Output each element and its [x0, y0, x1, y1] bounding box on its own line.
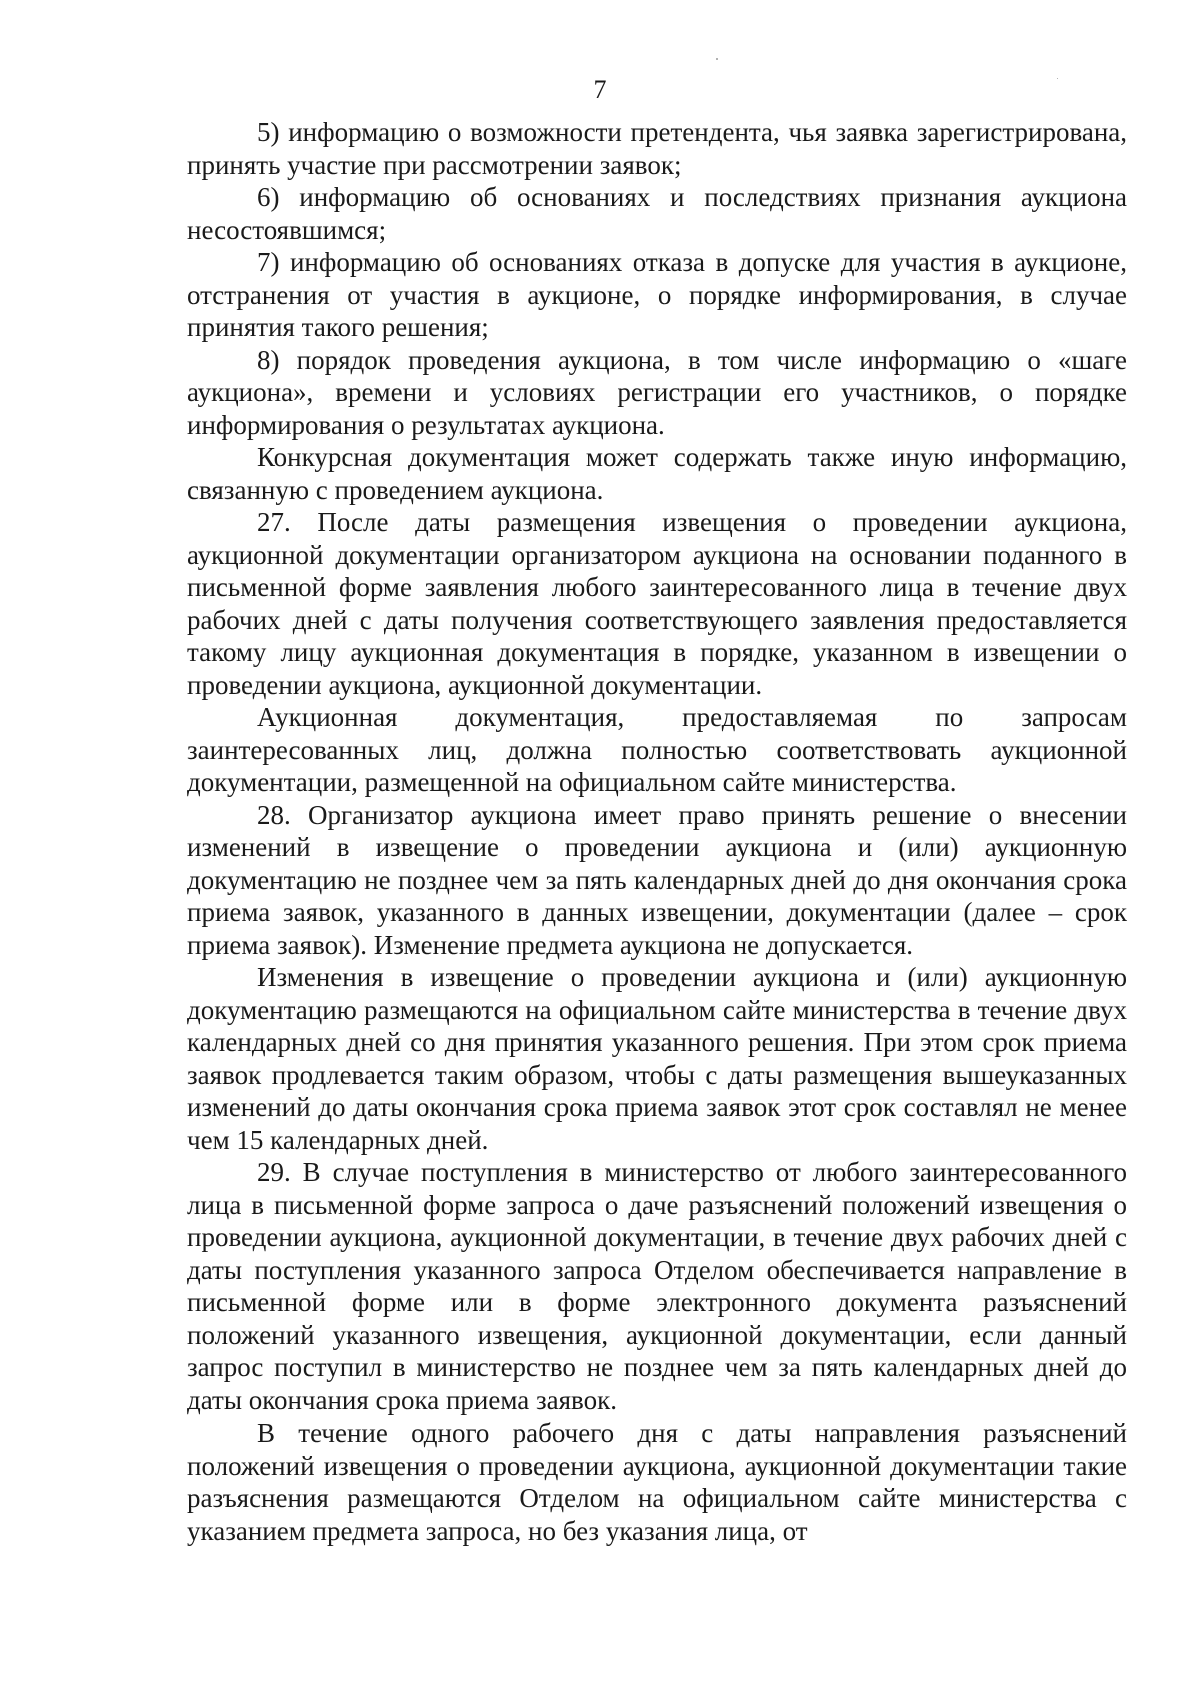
list-item-6: 6) информацию об основаниях и последствиях признания аукциона несостоявшимся;	[187, 182, 1127, 245]
list-item-5: 5) информацию о возможности претендента, чья заявка зарегистрирована, принять участие при рассмотрении заявок;	[187, 117, 1127, 180]
paragraph-clarifications-publication: В течение одного рабочего дня с даты направления разъяснений положений извещения о проведении аукциона, аукционной документации такие разъяснения размещаются Отделом на официальном сайте министерства с указанием предмета запроса, но без указания лица, от	[187, 1418, 1127, 1546]
clause-28: 28. Организатор аукциона имеет право принять решение о внесении изменений в извещение о проведении аукциона и (или) аукционную документацию не позднее чем за пять календарных дней до дня окончания срока приема заявок, указанного в данных извещении, документации (далее – срок приема заявок). Изменение предмета аукциона не допускается.	[187, 799, 1127, 960]
list-item-8: 8) порядок проведения аукциона, в том числе информацию о «шаге аукциона», времени и условиях регистрации его участников, о порядке информирования о результатах аукциона.	[187, 344, 1127, 440]
clause-27: 27. После даты размещения извещения о проведении аукциона, аукционной документации организатором аукциона на основании поданного в письменной форме заявления любого заинтересованного лица в течение двух рабочих дней с даты получения соответствующего заявления предоставляется такому лицу аукционная документация в порядке, указанном в извещении о проведении аукциона, аукционной документации.	[187, 507, 1127, 700]
paragraph-auction-documentation: Аукционная документация, предоставляемая по запросам заинтересованных лиц, должна полностью соответствовать аукционной документации, размещенной на официальном сайте министерства.	[187, 702, 1127, 797]
document-body	[187, 116, 1127, 1547]
paragraph-competition-documentation: Конкурсная документация может содержать также иную информацию, связанную с проведением аукциона.	[187, 442, 1127, 505]
list-item-7: 7) информацию об основаниях отказа в допуске для участия в аукционе, отстранения от участия в аукционе, о порядке информирования, в случае принятия такого решения;	[187, 247, 1127, 342]
paragraph-changes-publication: Изменения в извещение о проведении аукциона и (или) аукционную документацию размещаются на официальном сайте министерства в течение двух календарных дней со дня принятия указанного решения. При этом срок приема заявок продлевается таким образом, чтобы с даты размещения вышеуказанных изменений до даты окончания срока приема заявок этот срок составлял не менее чем 15 календарных дней.	[187, 962, 1127, 1155]
clause-29: 29. В случае поступления в министерство от любого заинтересованного лица в письменной форме запроса о даче разъяснений положений извещения о проведении аукциона, аукционной документации, в течение двух рабочих дней с даты поступления указанного запроса Отделом обеспечивается направление в письменной форме или в форме электронного документа разъяснений положений указанного извещения, аукционной документации, если данный запрос поступил в министерство не позднее чем за пять календарных дней до даты окончания срока приема заявок.	[187, 1157, 1127, 1415]
page-number: 7	[593, 75, 607, 104]
scan-speck	[716, 58, 718, 60]
